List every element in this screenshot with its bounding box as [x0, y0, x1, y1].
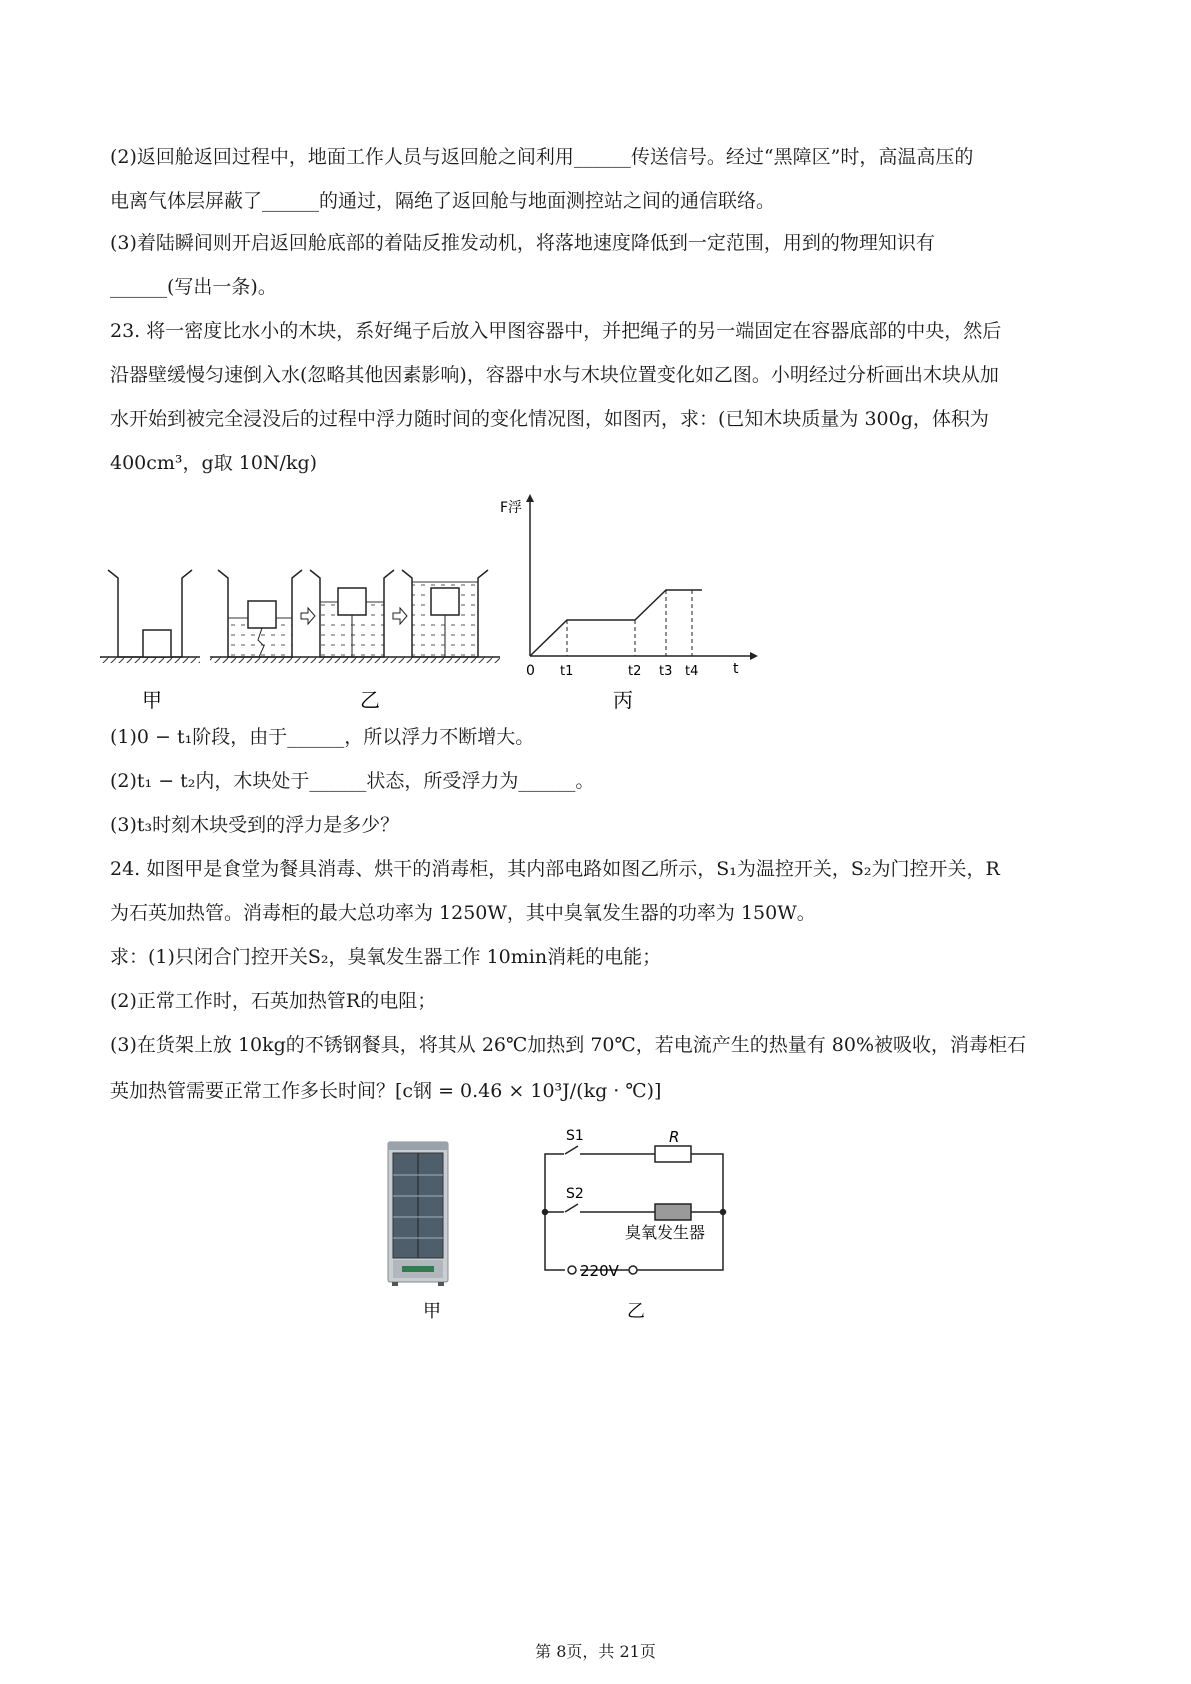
q24-sub3-line1: (3)在货架上放 10kg的不锈钢餐具，将其从 26℃加热到 70℃，若电流产生的热量有 80%被吸收，消毒柜石 — [110, 1034, 1027, 1056]
q24-sub1: 求：(1)只闭合门控开关S₂，臭氧发生器工作 10min消耗的电能； — [110, 946, 662, 968]
switch-s1-label: S1 — [566, 1128, 584, 1144]
figure-label-yi: 乙 — [627, 1301, 645, 1322]
page-footer: 第 8页，共 21页 — [535, 1642, 656, 1661]
q23-stem-line3: 水开始到被完全浸没后的过程中浮力随时间的变化情况图，如图丙，求：(已知木块质量为 300g，体积为 — [110, 408, 989, 430]
q23-stem-line2: 沿器壁缓慢匀速倒入水(忽略其他因素影响)，容器中水与木块位置变化如乙图。小明经过分析画出木块从加 — [110, 364, 999, 386]
t-axis-label: t — [733, 661, 739, 677]
q23-figure — [100, 490, 820, 720]
terminal-left — [568, 1266, 576, 1274]
cabinet-image — [388, 1142, 448, 1286]
resistor-r — [655, 1146, 691, 1162]
q22-part2-line2: 电离气体层屏蔽了______的通过，隔绝了返回舱与地面测控站之间的通信联络。 — [110, 190, 776, 212]
q22-part3-line1: (3)着陆瞬间则开启返回舱底部的着陆反推发动机，将落地速度降低到一定范围，用到的物理知识有 — [110, 232, 935, 254]
switch-s2-label: S2 — [566, 1186, 584, 1202]
wood-block — [143, 630, 171, 657]
q24-sub2: (2)正常工作时，石英加热管R的电阻； — [110, 990, 437, 1012]
figure-label-jia: 甲 — [423, 1301, 441, 1322]
q24-stem-line1: 24. 如图甲是食堂为餐具消毒、烘干的消毒柜，其内部电路如图乙所示，S₁为温控开关，S₂为门控开关，R — [110, 858, 1000, 880]
container-yi-group — [210, 570, 500, 663]
q22-part3-line2: ______(写出一条)。 — [110, 276, 277, 298]
f-axis-label: F浮 — [500, 500, 523, 516]
ozone-generator — [655, 1204, 691, 1220]
q23-sub1: (1)0 − t₁阶段，由于______，所以浮力不断增大。 — [110, 726, 535, 748]
figure-label-jia: 甲 — [142, 688, 162, 712]
tick-t2: t2 — [628, 664, 642, 679]
q24-sub3-line2: 英加热管需要正常工作多长时间？[c钢 = 0.46 × 10³J/(kg · ℃)] — [110, 1080, 662, 1102]
q23-sub3: (3)t₃时刻木块受到的浮力是多少？ — [110, 814, 400, 836]
figure-label-bing: 丙 — [613, 688, 633, 712]
origin-label: 0 — [526, 663, 535, 679]
figure-label-yi: 乙 — [360, 688, 380, 712]
circuit-diagram — [543, 1146, 726, 1274]
q22-part2-line1: (2)返回舱返回过程中，地面工作人员与返回舱之间利用______传送信号。经过“黑障区”时，高温高压的 — [110, 146, 974, 168]
tick-t3: t3 — [659, 664, 673, 679]
resistor-label: R — [669, 1128, 680, 1146]
ozone-generator-label: 臭氧发生器 — [625, 1223, 706, 1242]
q23-stem-line4: 400cm³，g取 10N/kg) — [110, 452, 318, 474]
tick-t4: t4 — [685, 664, 699, 679]
q24-figure — [380, 1120, 750, 1330]
q23-stem-line1: 23. 将一密度比水小的木块，系好绳子后放入甲图容器中，并把绳子的另一端固定在容器底部的中央，然后 — [110, 320, 1002, 342]
buoyancy-graph — [500, 494, 758, 679]
tick-t1: t1 — [560, 664, 574, 679]
q24-stem-line2: 为石英加热管。消毒柜的最大总功率为 1250W，其中臭氧发生器的功率为 150W。 — [110, 902, 816, 924]
q23-sub2: (2)t₁ − t₂内，木块处于______状态，所受浮力为______。 — [110, 770, 595, 792]
buoyancy-curve — [530, 590, 702, 656]
voltage-label: 220V — [580, 1262, 619, 1280]
container-jia — [100, 570, 200, 663]
terminal-right — [629, 1266, 637, 1274]
